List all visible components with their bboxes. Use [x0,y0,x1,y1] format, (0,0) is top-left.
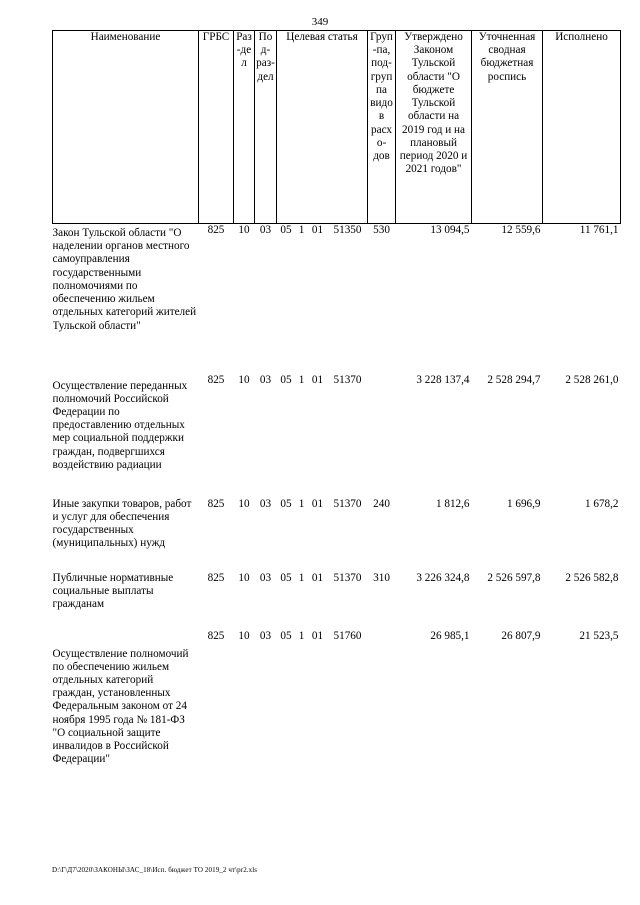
header-row [53,31,621,224]
row-target-subprogram: 1 [298,224,305,236]
row-section: 10 [238,497,250,510]
row-target-event: 01 [311,629,324,642]
header-section: Раз-дел [234,31,255,224]
row-name: Осуществление переданных полномочий Российской Федерации по предоставлению отдельных мер социальной поддержки граждан, подвергшихся воздействию радиации [52,379,188,471]
header-name: Наименование [53,31,199,224]
row-refined: 1 696,9 [506,497,541,510]
row-target-program: 05 [280,373,292,386]
header-executed: Исполнено [543,31,621,224]
row-target-code: 51370 [333,373,362,386]
table-row [53,374,621,498]
row-executed: 21 523,5 [579,629,619,642]
row-target-subprogram: 1 [298,571,305,584]
row-name: Осуществление полномочий по обеспечению жильем отдельных категорий граждан, установленных Федеральным законом от 24 ноября 1995 года № 181-ФЗ "О социальной защите инвалидов в Российской Федерации" [52,647,189,766]
row-target-subprogram: 1 [298,497,305,510]
header-grbs: ГРБС [199,31,234,224]
header-subsection: Под-раз-дел [255,31,277,224]
table-row [53,224,621,374]
row-refined: 26 807,9 [501,629,541,642]
row-target-event: 01 [311,571,324,584]
row-target-code: 51760 [333,629,362,642]
row-subsection: 03 [259,571,272,584]
row-group: 530 [373,224,390,236]
row-target-event: 01 [311,373,324,386]
row-group [368,630,396,800]
header-approved: Утверждено Законом Тульской области "О бюджете Тульской области на 2019 год и на плановый период 2020 и 2021 годов" [396,31,472,224]
row-executed: 11 761,1 [579,224,619,236]
row-target-program: 05 [280,571,292,584]
row-section: 10 [238,373,250,386]
row-approved: 1 812,6 [435,497,470,510]
row-approved: 13 094,5 [430,224,470,236]
row-section: 10 [238,224,250,236]
row-target-program: 05 [280,629,292,642]
header-refined: Уточненная сводная бюджетная роспись [472,31,543,224]
table-row [53,572,621,630]
row-target-code: 51370 [333,497,362,510]
page-number: 349 [311,16,329,28]
row-target-program: 05 [280,497,292,510]
row-executed: 2 528 261,0 [565,373,619,386]
row-group: 240 [373,497,390,510]
row-grbs: 825 [207,571,225,584]
row-target-subprogram: 1 [298,373,305,386]
row-subsection: 03 [259,224,272,236]
row-section: 10 [238,629,250,642]
budget-table [52,30,621,800]
row-grbs: 825 [207,629,225,642]
row-executed: 1 678,2 [584,497,619,510]
file-path-footer: D:\Г\Д7\2020\ЗАКОНЫ\ЗАС_18\Исп. бюджет ТО 2019_2 чт\pr2.xls [52,866,258,874]
row-subsection: 03 [259,497,272,510]
table-row [53,498,621,572]
row-refined: 2 526 597,8 [487,571,541,584]
row-name: Иные закупки товаров, работ и услуг для обеспечения государственных (муниципальных) нужд [52,497,192,550]
row-group [368,374,396,498]
row-subsection: 03 [259,629,272,642]
row-grbs: 825 [207,497,225,510]
row-approved: 3 226 324,8 [416,571,470,584]
row-target-subprogram: 1 [298,629,305,642]
row-target-program: 05 [280,224,292,236]
table-row [53,630,621,800]
row-subsection: 03 [259,373,272,386]
header-target: Целевая статья [277,31,368,224]
row-target-event: 01 [311,224,324,236]
row-approved: 26 985,1 [430,629,470,642]
row-target-code: 51370 [333,571,362,584]
row-refined: 12 559,6 [501,224,541,236]
row-approved: 3 228 137,4 [416,373,470,386]
row-grbs: 825 [207,373,225,386]
budget-sheet [52,30,620,800]
row-name: Закон Тульской области "О наделении органов местного самоуправления государственными полномочиями по обеспечению жильем отдельных категорий жителей Тульской области" [52,227,197,332]
row-executed: 2 526 582,8 [565,571,619,584]
row-section: 10 [238,571,250,584]
row-name: Публичные нормативные социальные выплаты гражданам [52,571,174,610]
row-grbs: 825 [207,224,225,236]
row-target-event: 01 [311,497,324,510]
row-group: 310 [373,571,390,584]
row-target-code: 51350 [333,224,362,236]
row-refined: 2 528 294,7 [487,373,541,386]
header-group: Груп-па, под-груп па видов расхо-дов [368,31,396,224]
